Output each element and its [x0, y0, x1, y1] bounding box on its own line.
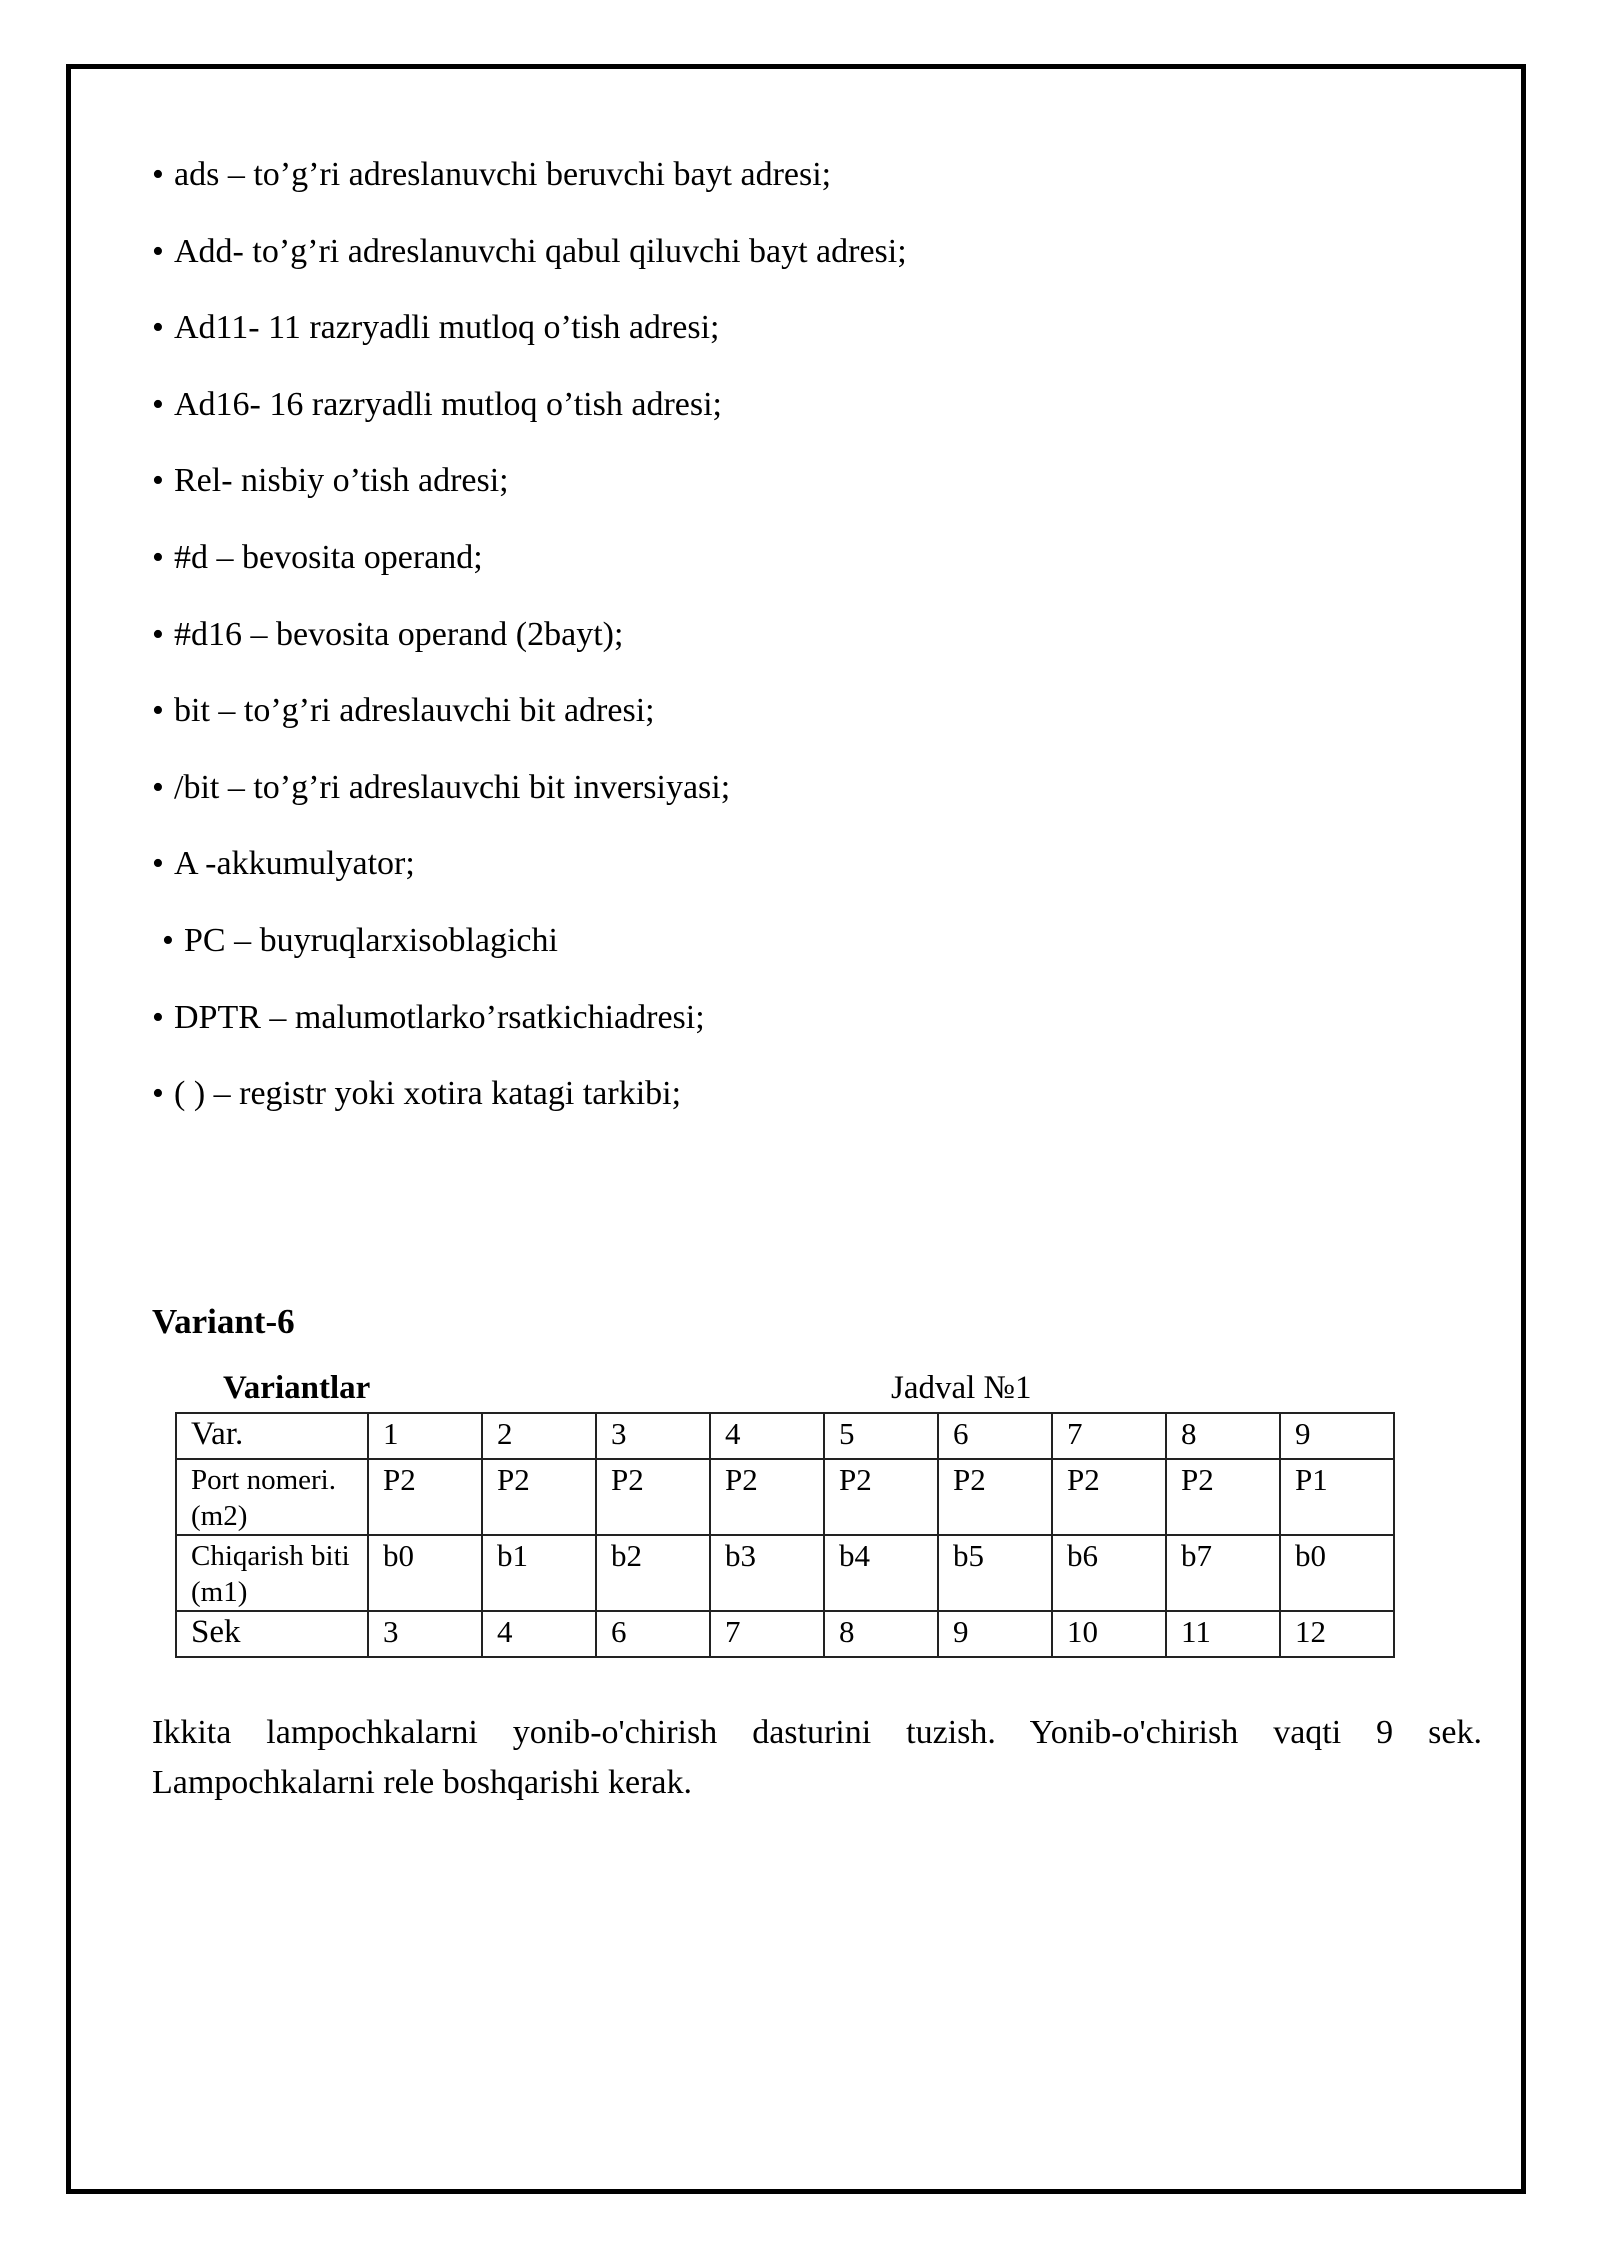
list-item [152, 150, 1452, 227]
table-cell: 1 [368, 1413, 482, 1459]
list-item-text: /bit – to’g’ri adreslauvchi bit inversiyasi; [174, 768, 731, 806]
table-number: Jadval №1 [891, 1370, 1032, 1406]
table-cell: b4 [824, 1535, 938, 1611]
table-cell: P2 [938, 1459, 1052, 1535]
table-cell: 6 [596, 1611, 710, 1657]
table-cell: 8 [1166, 1413, 1280, 1459]
table-cell: 9 [938, 1611, 1052, 1657]
bullet-icon: • [152, 538, 164, 576]
table-cell: b3 [710, 1535, 824, 1611]
table-cell: P1 [1280, 1459, 1394, 1535]
list-item-text: DPTR – malumotlarko’rsatkichiadresi; [174, 998, 705, 1036]
table-row [176, 1459, 1394, 1535]
bullet-icon: • [152, 462, 164, 500]
table-title: Variantlar [223, 1370, 371, 1406]
table-cell: P2 [482, 1459, 596, 1535]
table-cell: 3 [596, 1413, 710, 1459]
table-cell: b2 [596, 1535, 710, 1611]
list-item-text: #d16 – bevosita operand (2bayt); [174, 615, 624, 653]
table-row [176, 1535, 1394, 1611]
table-caption [175, 1366, 1395, 1410]
table-cell: 10 [1052, 1611, 1166, 1657]
list-item-text: A -akkumulyator; [174, 845, 415, 883]
list-item [152, 227, 1452, 304]
list-item-text: PC – buyruqlarxisoblagichi [184, 921, 558, 959]
table-cell: 3 [368, 1611, 482, 1657]
bullet-icon: • [152, 156, 164, 193]
table-cell: P2 [596, 1459, 710, 1535]
list-item [152, 456, 1452, 533]
list-item-text: ads – to’g’ri adreslanuvchi beruvchi bayt adresi; [174, 156, 832, 193]
list-item [152, 916, 1452, 993]
list-item [152, 1069, 1452, 1146]
bullet-icon: • [152, 692, 164, 730]
table-row [176, 1611, 1394, 1657]
table-cell: P2 [1166, 1459, 1280, 1535]
bullet-icon: • [152, 998, 164, 1036]
table-cell: Var. [176, 1413, 368, 1459]
table-row [176, 1413, 1394, 1459]
table-cell: b7 [1166, 1535, 1280, 1611]
bullet-icon: • [152, 768, 164, 806]
table-cell: 11 [1166, 1611, 1280, 1657]
table-cell: 6 [938, 1413, 1052, 1459]
table-cell: Port nomeri.(m2) [176, 1459, 368, 1535]
table-cell: 8 [824, 1611, 938, 1657]
bullet-icon: • [152, 385, 164, 423]
table-cell: P2 [824, 1459, 938, 1535]
bullet-icon: • [152, 232, 164, 270]
list-item-text: Ad11- 11 razryadli mutloq o’tish adresi; [174, 309, 720, 347]
table-cell: b5 [938, 1535, 1052, 1611]
table-cell: P2 [710, 1459, 824, 1535]
task-description: Ikkita lampochkalarni yonib-o'chirish dasturini tuzish. Yonib-o'chirish vaqti 9 sek. Lampochkalarni rele boshqarishi kerak. [152, 1714, 1482, 1801]
bullet-icon: • [162, 921, 174, 959]
table-cell: b1 [482, 1535, 596, 1611]
table-cell: b6 [1052, 1535, 1166, 1611]
table-cell: 5 [824, 1413, 938, 1459]
bullet-icon: • [152, 615, 164, 653]
list-item-text: Ad16- 16 razryadli mutloq o’tish adresi; [174, 385, 722, 423]
table-cell: 2 [482, 1413, 596, 1459]
bullet-icon: • [152, 845, 164, 883]
list-item-text: bit – to’g’ri adreslauvchi bit adresi; [174, 692, 655, 730]
table-cell: Chiqarish biti (m1) [176, 1535, 368, 1611]
list-item [152, 610, 1452, 687]
list-item-text: Add- to’g’ri adreslanuvchi qabul qiluvchi bayt adresi; [174, 232, 907, 270]
table-cell: 7 [710, 1611, 824, 1657]
list-item-text: Rel- nisbiy o’tish adresi; [174, 462, 509, 500]
list-item [152, 839, 1452, 916]
list-item [152, 533, 1452, 610]
bullet-icon: • [152, 309, 164, 347]
variant-title: Variant-6 [152, 1302, 295, 1341]
list-item [152, 303, 1452, 380]
list-item-text: #d – bevosita operand; [174, 538, 483, 576]
table-cell: P2 [368, 1459, 482, 1535]
list-item-text: ( ) – registr yoki xotira katagi tarkibi; [174, 1075, 682, 1113]
notation-list [152, 150, 1452, 1146]
table-cell: 9 [1280, 1413, 1394, 1459]
variants-table [175, 1412, 1395, 1658]
table-cell: b0 [368, 1535, 482, 1611]
list-item [152, 993, 1452, 1070]
bullet-icon: • [152, 1075, 164, 1113]
table-cell: Sek [176, 1611, 368, 1657]
table-cell: P2 [1052, 1459, 1166, 1535]
list-item [152, 763, 1452, 840]
table-cell: 7 [1052, 1413, 1166, 1459]
table-cell: 4 [482, 1611, 596, 1657]
table-cell: 4 [710, 1413, 824, 1459]
list-item [152, 380, 1452, 457]
table-cell: b0 [1280, 1535, 1394, 1611]
list-item [152, 686, 1452, 763]
table-cell: 12 [1280, 1611, 1394, 1657]
